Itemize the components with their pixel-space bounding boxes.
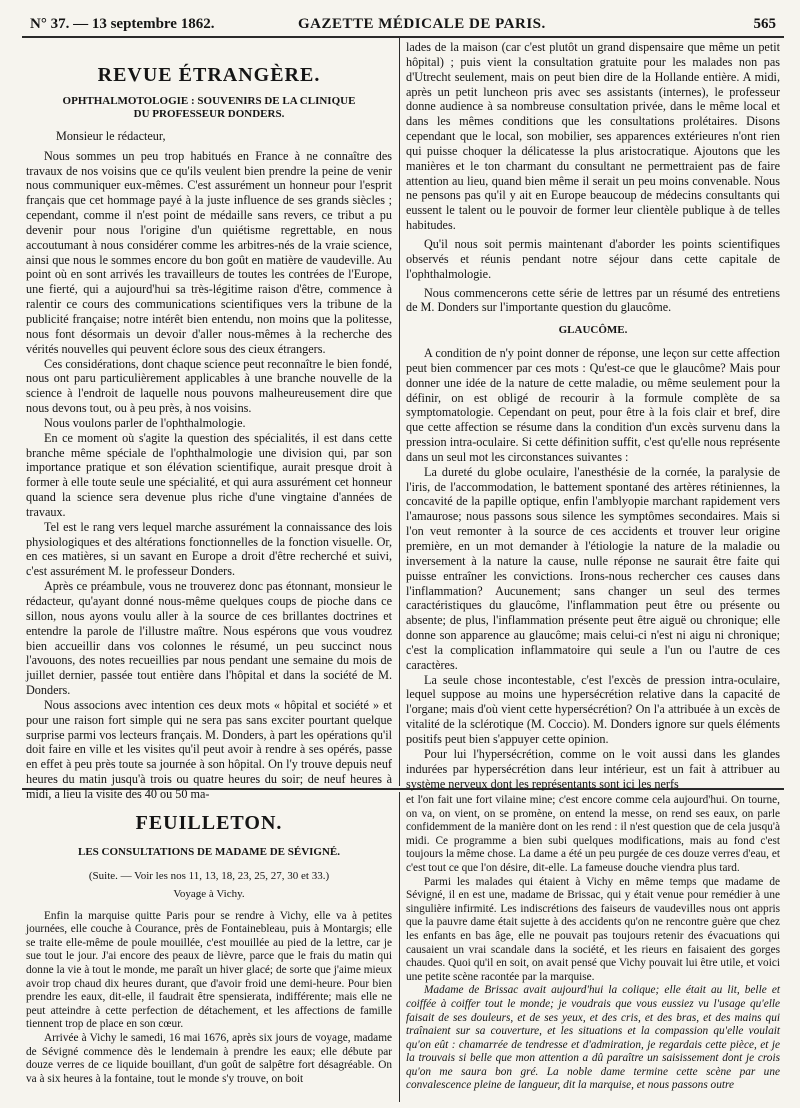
feuilleton-right-paragraph-2: Parmi les malades qui étaient à Vichy en même temps que madame de Sévigné, il en est une, madame de Brissac, qui y était venue pour remédier à une singulière infirmité. Les indiscrétions des faiseurs de vaudevilles nous ont appris que la pauvre dame était sujette à des accidents qu'on ne rencontre guère que chez les enfants en bas âge, elle ne pouvait pas toujours retenir des évacuations qui causaient un vrai scandale dans la société, et les rieurs en faisaient des gorges chaudes. Quoi qu'il en soit, on avait pensé que Vichy pouvait lui être utile, et voici une petite scène racontée par la marquise.: [406, 875, 780, 983]
revue-paragraph-5: Tel est le rang vers lequel marche assurément la connaissance des lois physiologiques et des altérations fonctionnelles de la fonction visuelle. Or, en ces matières, si un savant en Europe a droit d'être recherché et suivi, c'est assurément M. le professeur Donders.: [26, 519, 392, 579]
revue-left-column: [26, 40, 392, 802]
revue-right-paragraph-3: Nous commencerons cette série de lettres par un résumé des entretiens de M. Donders sur l'importante question du glaucôme.: [406, 285, 780, 315]
revue-paragraph-3: Nous voulons parler de l'ophthalmologie.: [44, 415, 246, 430]
revue-subtitle-line-2: DU PROFESSEUR DONDERS.: [133, 107, 285, 120]
journal-title: GAZETTE MÉDICALE DE PARIS.: [298, 16, 546, 32]
feuilleton-voyage: Voyage à Vichy.: [173, 888, 245, 901]
revue-right-column: [406, 40, 780, 791]
page-header: [22, 8, 784, 34]
feuilleton-right-paragraph-3: Madame de Brissac avait aujourd'hui la colique; elle était au lit, belle et coiffée à coiffer tout le monde; je voudrais que vous eussiez vu l'usage qu'elle faisait de ses douleurs, et de ses yeux, et des cris, et des bras, et des mains qui traînaient sur sa couverture, et les situations et la compassion qu'elle voulait qu'on eût : chamarrée de tendresse et d'admiration, je regardais cette pièce, et je la trouvais si belle que mon attention a dû paraître un saisissement dont je crois qu'on me saura bon gré. La noble dame termine cette scène par une convalescence pleine de langueur, dit la marquise, et nous passons outre: [406, 984, 780, 1092]
feuilleton-left-paragraph-1: Enfin la marquise quitte Paris pour se rendre à Vichy, elle va à petites journées, elle couche à Courance, près de Fontainebleau, puis à Montargis; elle se traite elle-même de poule mouillée, c'est mouillée au pied de la lettre, car je sue tout le jour. J'ai encore des peaux de lièvre, parce que le frais du matin qui donne la vie à tout le monde, me paraît un hiver glacé; de sorte que j'aime mieux avoir trop chaud dix heures durant, que d'avoir froid une demi-heure. Pour bien prendre les eaux, dit-elle, il faudrait être spensierata, indifférente; mais elle ne peut atteindre à cette perfection de détachement, et les affections de famille tiennent trop de place en son cœur.: [26, 909, 392, 1031]
glaucome-paragraph-1: A condition de n'y point donner de réponse, une leçon sur cette affection peut bien commencer par ces mots : Qu'est-ce que le glaucôme? Mais pour donner une idée de la nature de cette maladie, ou même seulement pour la définir, on est obligé de recourir à la formule complète de sa symptomatologie. Cependant on peut, pour être à la fois clair et bref, dire que cette affection se résume dans la condition d'un excès survenu dans la pression intra-oculaire. Si cette définition suffit, c'est qu'elle nous représente dans un seul mot les circonstances suivantes :: [406, 346, 780, 464]
glaucome-heading: GLAUCÔME.: [558, 324, 628, 337]
column-divider-top: [399, 38, 400, 786]
issue-number: N° 37. — 13 septembre 1862.: [30, 16, 215, 32]
feuilleton-suite: (Suite. — Voir les nos 11, 13, 18, 23, 25, 27, 30 et 33.): [88, 870, 330, 883]
feuilleton-title: FEUILLETON.: [135, 812, 283, 834]
feuilleton-left-paragraph-2: Arrivée à Vichy le samedi, 16 mai 1676, après six jours de voyage, madame de Sévigné commence dès le lendemain à prendre les eaux; elle débute par douze verres de ce liquide bouillant, d'un goût de salpêtre fort désagréable. On va à six heures à la fontaine, tout le monde s'y trouve, on boit: [26, 1031, 392, 1085]
revue-paragraph-2: Ces considérations, dont chaque science peut reconnaître le bien fondé, nous ont paru particulièrement applicables à une branche nouvelle de la science à l'endroit de laquelle nous pouvons malheureusement dire que nous devons tout, ou à peu près, à nos voisins.: [26, 356, 392, 416]
revue-right-paragraph-2: Qu'il nous soit permis maintenant d'aborder les points scientifiques observés et réunis pendant notre séjour dans cette capitale de l'ophthalmologie.: [406, 236, 780, 281]
revue-title: REVUE ÉTRANGÈRE.: [97, 64, 321, 86]
glaucome-paragraph-2: La dureté du globe oculaire, l'anesthésie de la cornée, la paralysie de l'iris, de l'accommodation, le battement spontané des artères rétiniennes, la concavité de la papille optique, enfin l'amblyopie marchant rapidement vers l'amaurose; nous passons sous silence les symptômes secondaires. Mais si l'on veut remonter à la source de ces accidents et trouver leur origine première, en un mot demander à l'étiologie la nature de la maladie ou inversement à la nature la cause, nulle réponse ne saurait être faite qui puisse entraîner les convictions. Irons-nous rechercher ces causes dans l'inflammation? Aucunement; sans changer un seul des termes caractéristiques du glaucôme, l'inflammation peut être ou présente ou absente; de plus, l'inflammation présente peut être aiguë ou chronique; elle donne son apparence au glaucôme; mais celui-ci n'est ni aigu ni chronique; c'est la complication inflammatoire qui seule a l'un ou l'autre de ces caractères.: [406, 464, 780, 672]
feuilleton-left-column: [26, 794, 392, 1086]
revue-continued-paragraph: lades de la maison (car c'est plutôt un grand dispensaire que même un petit hôpital) ; puis vient la consultation gratuite pour les malades non pas d'Utrecht seulement, mais on peut bien dire de la Hollande entière. A midi, après un petit luncheon pris avec ses assistants (internes), le professeur donne audience à sa nombreuse consultation privée, dans le même local et dans les mêmes conditions que les consultations prolétaires. Disons cependant que le local, son mobilier, ses apparences extérieures n'ont rien qui puisse choquer la délicatesse la plus aristocratique. Ajoutons que les manières et le ton charmant du consultant ne permettraient pas de faire attention au lieu, quand bien même il serait un peu moins convenable. Nous ne pensons pas qu'il y ait en Europe beaucoup de médecins consultants qui eussent le talent ou le pouvoir de former leur clientèle publique à de telles habitudes.: [406, 40, 780, 233]
revue-paragraph-6: Après ce préambule, vous ne trouverez donc pas étonnant, monsieur le rédacteur, qu'ayant donné nous-même quelques coups de pioche dans ce sillon, nous ayons voulu aller à la source de ces brillantes doctrines et entendre la parole de l'illustre maître. Nous espérons que vous voudrez bien accueillir dans vos colonnes le résumé, un peu succinct nous l'avouons, des notes recueillies par nous pendant une semaine du mois de juillet dernier, passée tout entière dans l'hôpital et dans la société de M. Donders.: [26, 579, 392, 698]
header-rule: [22, 36, 784, 38]
glaucome-paragraph-4: Pour lui l'hypersécrétion, comme on le voit aussi dans les glandes indurées par hypersécrétion dans leur intérieur, est un fait à attribuer au système nerveux dont les représentants sont ici les nerfs: [406, 746, 780, 791]
feuilleton-right-column: [406, 794, 780, 1093]
newspaper-page: [22, 8, 784, 1102]
revue-paragraph-7: Nous associons avec intention ces deux mots « hôpital et société » et pour une raison fort simple qui ne sera pas sans exciter pourtant quelque surprise parmi vos lecteurs français. M. Donders, à part les opérations qu'il doit faire en ville et les visites qu'il peut avoir à rendre à ses opérés, passe en effet à peu près toute sa journée à son hôpital. On l'y trouve depuis neuf heures du matin jusqu'à trois ou quatre heures du soir; de neuf heures à midi, a lieu la visite des 40 ou 50 ma-: [26, 697, 392, 801]
glaucome-paragraph-3: La seule chose incontestable, c'est l'excès de pression intra-oculaire, lequel suppose au moins une hypersécrétion relative dans la capacité de l'organe; mais d'où vient cette hypersécrétion? On l'a attribuée à un excès de vitalité de la sclérotique (M. Coccio). M. Donders ignore sur quels éléments positifs peut bien s'appuyer cette opinion.: [406, 672, 780, 746]
feuilleton-subtitle: LES CONSULTATIONS DE MADAME DE SÉVIGNÉ.: [77, 846, 341, 859]
revue-paragraph-1: Nous sommes un peu trop habitués en France à ne connaître des travaux de nos voisins que ce qu'ils veulent bien prendre la peine de venir nous communiquer eux-mêmes. C'est assurément un honneur pour l'esprit français que cet hommage payé à la juste influence de ses grands siècles ; cependant, comme il n'est point de médaille sans revers, ce tribut a pu devenir pour nous l'origine d'un quiétisme regrettable, en nous accoutumant à nous considérer comme les arbitres-nés de la vraie science, ainsi que nous le sommes encore du bon goût en matière de vaudeville. Au point où en sont arrivés les travailleurs de toutes les contrées de l'Europe, une fierté, qui a aujourd'hui sa très-légitime raison d'être, commence à ralentir ce cours des communications scientifiques vers la tribune de la publicité française; notre intérêt bien entendu, non moins que la politesse, nous font désormais un devoir d'aller nous-mêmes à la recherche des vérités nouvelles qui peuvent éclore sous des cieux étrangers.: [26, 148, 392, 356]
column-divider-bottom: [399, 792, 400, 1102]
revue-paragraph-4: En ce moment où s'agite la question des spécialités, il est dans cette branche même spéciale de l'ophthalmologie une division qui, par son importance pratique et son élévation scientifique, aurait presque droit à former à elle toute seule une spécialité, et qui aura assurément cet honneur quand la science sera devenue plus riche d'une vingtaine d'années de travaux.: [26, 430, 392, 519]
salutation: Monsieur le rédacteur,: [56, 128, 166, 143]
page-number: 565: [753, 16, 776, 32]
revue-subtitle-line-1: OPHTHALMOTOLOGIE : SOUVENIRS DE LA CLINIQUE: [62, 94, 356, 107]
feuilleton-right-paragraph-1: et l'on fait une fort vilaine mine; c'est encore comme cela aujourd'hui. On tourne, on va, on vient, on se promène, on entend la messe, on rend ses eaux, on parle confidemment de la manière dont on les rend : il n'est question que de cela jusqu'à midi. Ce programme a bien subi quelques modifications, mais au fond c'est toujours la même chose. La dame a été un peu purgée de ces douze verres d'eau, et c'est tout ce que l'on désire, dit-elle. La fameuse douche viendra plus tard.: [406, 794, 780, 874]
